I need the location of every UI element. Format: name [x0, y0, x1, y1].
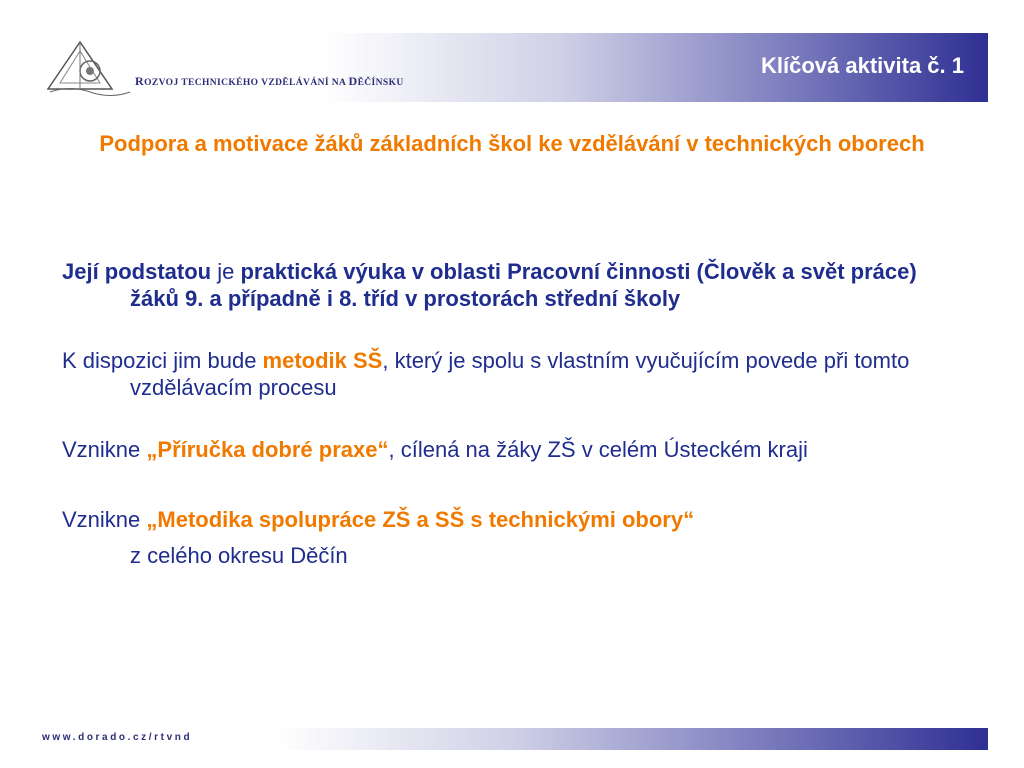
slide-subtitle: Podpora a motivace žáků základních škol ke vzdělávání v technických oborech — [99, 131, 925, 156]
footer-url: www.dorado.cz/rtvnd — [42, 732, 193, 743]
bullet-paragraph-2: K dispozici jim bude metodik SŠ, který je spolu s vlastním vyučujícím povede při tomto vzdělávacím procesu — [62, 348, 910, 400]
bullet-paragraph-1: Její podstatou je praktická výuka v oblasti Pracovní činnosti (Člověk a svět práce) žáků 9. a případně i 8. tříd v prostorách střední školy — [62, 259, 917, 311]
bullet-paragraph-4: Vznikne „Metodika spolupráce ZŠ a SŠ s technickými obory“ z celého okresu Děčín — [62, 507, 695, 568]
logo-icon — [40, 37, 140, 97]
bullet-paragraph-3: Vznikne „Příručka dobré praxe“, cílená na žáky ZŠ v celém Ústeckém kraji — [62, 437, 808, 462]
slide-content — [62, 258, 962, 569]
organization-name: ROZVOJ TECHNICKÉHO VZDĚLÁVÁNÍ NA DĚČÍNSKU — [135, 74, 404, 88]
slide-title: Klíčová aktivita č. 1 — [761, 53, 964, 78]
